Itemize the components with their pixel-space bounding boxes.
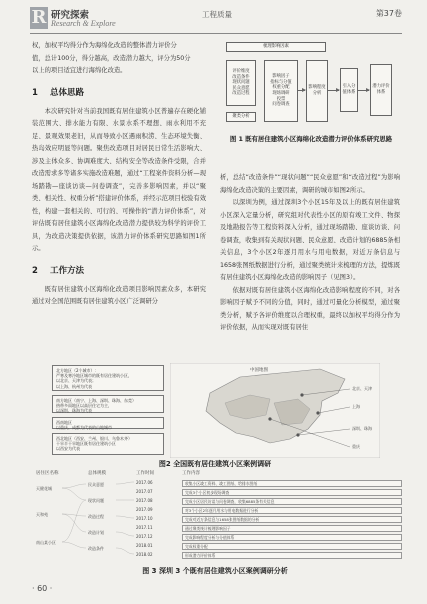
right-column <box>220 172 400 335</box>
header-rule <box>30 33 402 34</box>
fig3-scope: 民众意愿 <box>88 482 104 487</box>
fig1-factor-box: 影响因子 指标与分值 权重分配 现场调研 投票 问卷调查 <box>264 60 298 122</box>
section-number: 1 <box>32 87 38 98</box>
fig2-region-box: 南方地区（南宁、上海、深圳、珠海、东莞） 热带多雨地区以高层住宅为主， 以深圳、珠海为代表 <box>52 395 164 413</box>
fig3-time: 2018.02 <box>136 552 153 557</box>
intro-line: 值，总计100分，得分越高，改造潜力越大，评分为50分 <box>32 54 191 62</box>
fig3-estate: 天和苑 <box>36 512 48 517</box>
fig3-work-row: 完成对近万条信息与1658张图纸数据的分析 <box>182 516 402 523</box>
fig1-dimension-box: 评价维度 改造条件 现状问题 民众意愿 改造过程 <box>226 60 256 106</box>
fig3-work-row: 完成影响程度分析与分值体系 <box>182 534 402 541</box>
section-number: 2 <box>32 265 38 276</box>
fig3-col-header: 工作时间 <box>136 471 154 476</box>
page-header <box>30 6 402 40</box>
fig3-col-header: 居住区名称 <box>36 471 59 476</box>
arrow-icon <box>328 90 339 91</box>
fig3-scope: 改造条件 <box>88 546 104 551</box>
fig1-top-box: 梳理影响因素 <box>226 42 326 52</box>
page-number: · 60 · <box>32 584 53 593</box>
fig3-estate: 南山某小区 <box>36 540 56 545</box>
volume-label: 第37卷 <box>375 9 402 18</box>
fig3-work-row: 完成小区居民访谈与问卷调查，收集6885条有关信息 <box>182 498 402 505</box>
body-paragraph: 以深圳为例，通过深圳3个小区15年及以上的既有居住建筑小区深入定量分析，研究组对代表性小区的原有竣工文件、物探及地勘报告等工程资料深入分析，通过现场踏勘、座谈访谈、问卷调查，收集到有关现状问题、民众意愿、改造计划的6885条相关信息，3个小区2年逐月用水与用电数据，对近万条信息与1658张图纸数据进行分析，通过聚类统计来梳理的方法，提炼既有居住建筑小区海绵化改造的影响因子（见图3）。 <box>220 199 400 281</box>
map-title: 中国地图 <box>250 368 268 373</box>
section-title: 工作方法 <box>50 265 85 276</box>
journal-logo: R <box>31 7 47 28</box>
section-title: 总体思路 <box>50 87 85 98</box>
fig3-time: 2018.01 <box>136 543 153 548</box>
fig3-time: 2017.10 <box>136 516 153 521</box>
fig3-work-row: 形成潜力评价体系 <box>182 552 402 559</box>
fig2-region-box: 西南地区 以重庆、成都为代表的山地城市 <box>52 417 164 429</box>
figure-3-caption: 图 3 深圳 3 个既有居住建筑小区案例调研分析 <box>142 567 288 575</box>
fig3-scope: 改造过程 <box>88 514 104 519</box>
journal-title-en: Research & Explore <box>51 19 116 28</box>
fig3-time: 2017.08 <box>136 498 153 503</box>
fig2-region-boxes <box>52 365 182 454</box>
arrow-icon <box>358 90 369 91</box>
journal-title-cn: 研究探索 <box>51 10 90 21</box>
fig3-time: 2017.12 <box>136 534 153 539</box>
figure-1-caption: 图 1 既有居住建筑小区海绵化改造潜力评价体系研究思路 <box>229 135 393 143</box>
figure-2-caption: 图2 全国既有居住建筑小区案例调研 <box>158 460 272 468</box>
map-label: 北京、天津 <box>352 386 372 391</box>
fig3-time: 2017.09 <box>136 507 153 512</box>
figure-3 <box>32 470 402 564</box>
fig1-degree-box: 影响程度分析 <box>306 60 328 122</box>
figure-2 <box>52 363 382 458</box>
body-paragraph: 依据对既有居住建筑小区海绵化改造影响程度的不同，对各影响因子赋予不同的分值，同时，通过可量化分析模型，通过聚类分析，赋予各评价维度以合理权重，最终以加权平均得分作为评价依据，从而实现对既有居住 <box>220 286 400 331</box>
map-label: 上海 <box>352 404 360 409</box>
fig3-time: 2017.07 <box>136 489 153 494</box>
fig3-connector-lines <box>32 470 182 564</box>
left-column <box>32 40 206 309</box>
fig3-col-header: 总体规模 <box>88 471 106 476</box>
fig3-work-row: 对3个小区2年逐月用水与用电数据进行分析 <box>182 507 402 514</box>
fig3-col-header: 工作内容 <box>182 471 200 476</box>
body-paragraph: 本次研究针对当前我国既有居住建筑小区普遍存在硬化铺装范围大、排水能力有限、水景水系不理想、雨水利用不充足、景观效果老旧，从而导致小区遇雨积涝、生态环境失衡、热岛效应明显等问题。聚焦改造项目对居民日常生活影响大、涉及主体众多、协调难度大、结构安全等改造条件受限，合并改造需求多等诸多实施改造难题，通过“工程案件资料分析—现场踏勘—座谈访谈—问卷调查”，完善多影响因素，并以“聚类、相关性、权重分析”搭建评价体系，并经示范项目校验有效性，构建一套相关的、可行的、可操作的“潜力评价体系”，对评估既有居住建筑小区海绵化改造潜力提供较为科学的评价工具，为改造决策提供依据，该潜力评价体系研究思路如图1所示。 <box>32 107 206 252</box>
fig1-system-box: 潜力评价体系 <box>370 64 392 116</box>
fig3-work-row: 完成3个小区初步现场调查 <box>182 489 402 496</box>
intro-line: 权，加权平均得分作为海绵化改造的整体潜力评价分 <box>32 42 177 49</box>
fig1-score-box: 引入分值体系 <box>340 68 358 112</box>
fig2-region-box: 北方地区（2个城市）： 严寒及寒冷地区城市的既有居住建筑小区， 以北京、天津为代表； 以上海、杭州为代表 <box>52 365 164 391</box>
body-paragraph: 析，总结“改造条件”“现状问题”“民众意愿”和“改造过程”为影响海绵化改造决策的主要因素，调研的城市如图2所示。 <box>220 174 400 194</box>
fig3-time: 2017.06 <box>136 480 153 485</box>
section-heading <box>32 265 206 277</box>
map-label: 重庆 <box>352 444 360 449</box>
map-label: 深圳、珠海 <box>352 426 372 431</box>
intro-line: 以上的项目适宜进行海绵化改造。 <box>32 67 127 74</box>
china-map <box>170 363 380 458</box>
fig3-work-row: 收集小区竣工资料、竣工图纸、给排水图纸 <box>182 480 402 487</box>
fig3-scope: 现状问题 <box>88 498 104 503</box>
body-paragraph: 既有居住建筑小区海绵化改造项目影响因素众多，本研究通过对全国范围既有居住建筑小区广泛调研分 <box>32 285 206 305</box>
section-name: 工程质量 <box>202 10 232 19</box>
fig3-estate: 天健花城 <box>36 486 52 491</box>
fig3-work-row: 完成权重分配 <box>182 543 402 550</box>
fig3-work-row: 通过聚类统计梳理影响因子 <box>182 525 402 532</box>
fig1-cluster-box: 聚类分析 <box>226 112 256 122</box>
fig3-time: 2017.11 <box>136 525 153 530</box>
figure-1-diagram <box>222 40 398 134</box>
fig2-region-box: 西北地区（西安、兰州、银川、乌鲁木齐） 干旱半干旱地区既有居住建筑小区 以西安为代表 <box>52 433 164 455</box>
arrow-icon <box>298 90 305 91</box>
section-heading <box>32 87 206 99</box>
fig3-scope: 改造计划 <box>88 530 104 535</box>
